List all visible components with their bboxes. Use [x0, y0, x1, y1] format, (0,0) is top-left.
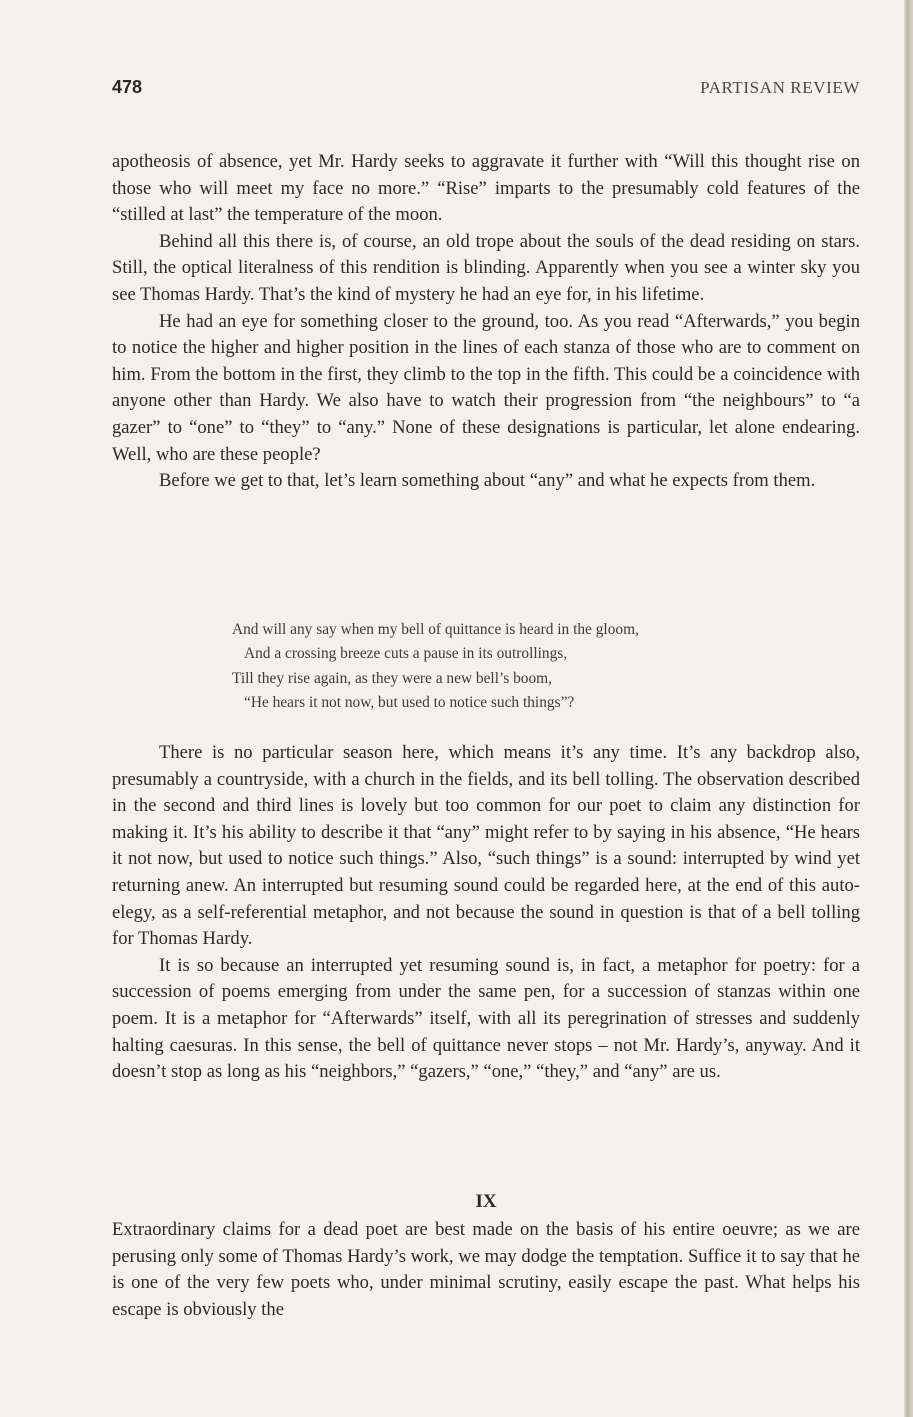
page-edge-shadow: [904, 0, 913, 1417]
paragraph: It is so because an interrupted yet resuming sound is, in fact, a metaphor for poetry: for a succession of poems emerging from under the same pen, for a succession of stanzas within one poem. It is a metaphor for “Afterwards” itself, with all its peregrination of stresses and suddenly halting caesuras. In this sense, the bell of quittance never stops – not Mr. Hardy’s, anyway. And it doesn’t stop as long as his “neighbors,” “gazers,” “one,” “they,” and “any” are us.: [112, 954, 860, 1083]
body-text-middle: [112, 740, 860, 1086]
poem-quotation: [232, 618, 639, 716]
paragraph: Behind all this there is, of course, an old trope about the souls of the dead residing on stars. Still, the optical literalness of this rendition is blinding. Apparently when you see a winter sky you see Thomas Hardy. That’s the kind of mystery he had an eye for, in his lifetime.: [112, 230, 860, 305]
poem-line: Till they rise again, as they were a new bell’s boom,: [232, 669, 553, 687]
paragraph: Extraordinary claims for a dead poet are best made on the basis of his entire oeuvre; as we are perusing only some of Thomas Hardy’s work, we may dodge the temptation. Suffice it to say that he is one of the very few poets who, under minimal scrutiny, easily escape the past. What helps his escape is obviously the: [112, 1219, 860, 1320]
paragraph: He had an eye for something closer to the ground, too. As you read “Afterwards,” you begin to notice the higher and higher position in the lines of each stanza of those who are to comment on him. From the bottom in the first, they climb to the top in the fifth. This could be a coincidence with anyone other than Hardy. We also have to watch their progression from “the neighbours” to “a gazer” to “one” to “they” to “any.” None of these designations is particular, let alone endearing. Well, who are these people?: [112, 310, 860, 465]
paragraph-continued: apotheosis of absence, yet Mr. Hardy seeks to aggravate it further with “Will this thought rise on those who will meet my face no more.” “Rise” imparts to the presumably cold features of the “stilled at last” the temperature of the moon.: [112, 151, 860, 226]
page-header: [112, 77, 860, 101]
running-head: PARTISAN REVIEW: [700, 78, 860, 97]
poem-line: “He hears it not now, but used to notice such things”?: [244, 694, 575, 712]
paragraph: Before we get to that, let’s learn something about “any” and what he expects from them.: [159, 470, 816, 492]
section-heading: IX: [475, 1191, 497, 1212]
poem-line: And a crossing breeze cuts a pause in its outrollings,: [244, 645, 568, 663]
poem-line: And will any say when my bell of quittance is heard in the gloom,: [232, 621, 639, 638]
paragraph: There is no particular season here, which means it’s any time. It’s any backdrop also, presumably a countryside, with a church in the fields, and its bell tolling. The observation described in the second and third lines is lovely but too common for our poet to claim any distinction for making it. It’s his ability to describe it that “any” might refer to by saying in his absence, “He hears it not now, but used to notice such things.” Also, “such things” is a sound: interrupted by wind yet returning anew. An interrupted but resuming sound could be regarded here, at the end of this auto-elegy, as a self-referential metaphor, and not because the sound in question is that of a bell tolling for Thomas Hardy.: [112, 742, 860, 950]
body-text-bottom: [112, 1217, 860, 1323]
body-text-top: [112, 149, 860, 495]
page-number: 478: [112, 77, 143, 97]
